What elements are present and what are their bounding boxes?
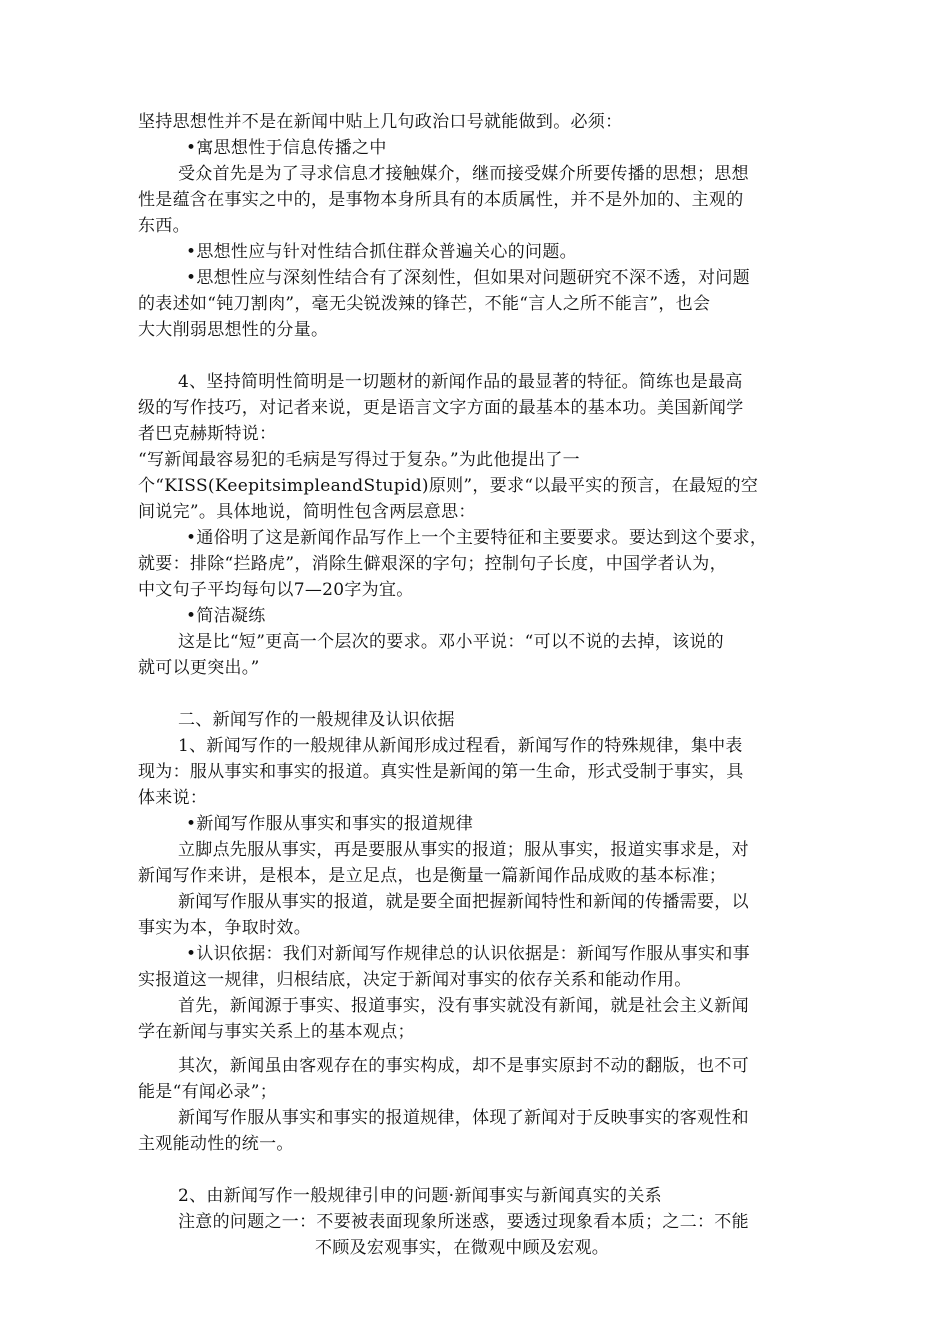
text-line: 1、新闻写作的一般规律从新闻形成过程看，新闻写作的特殊规律，集中表 xyxy=(178,736,743,756)
quote-line: “写新闻最容易犯的毛病是写得过于复杂。”为此他提出了一 xyxy=(138,450,580,470)
bullet-heading: •思想性应与深刻性结合有了深刻性，但如果对问题研究不深不透，对问题 xyxy=(186,268,750,288)
bullet-heading: •认识依据：我们对新闻写作规律总的认识依据是：新闻写作服从事实和事 xyxy=(186,944,750,964)
text-line: 个“KISS(KeepitsimpleandStupid)原则”，要求“以最平实的预言，在最短的空 xyxy=(138,476,759,496)
text-line: 主观能动性的统一。 xyxy=(138,1134,294,1154)
text-line: 级的写作技巧，对记者来说，更是语言文字方面的最基本的基本功。美国新闻学 xyxy=(138,398,744,418)
text-line: 就要：排除“拦路虎”，消除生僻艰深的字句；控制句子长度，中国学者认为， xyxy=(138,554,727,574)
text-line: 受众首先是为了寻求信息才接触媒介，继而接受媒介所要传播的思想；思想 xyxy=(178,164,749,184)
text-line: 能是“有闻必录”； xyxy=(138,1082,278,1102)
bullet-heading: •简洁凝练 xyxy=(186,606,266,626)
text-line: 现为：服从事实和事实的报道。真实性是新闻的第一生命，形式受制于事实，具 xyxy=(138,762,744,782)
text-line: 新闻写作服从事实和事实的报道规律，体现了新闻对于反映事实的客观性和 xyxy=(178,1108,749,1128)
text-line: 性是蕴含在事实之中的，是事物本身所具有的本质属性，并不是外加的、主观的 xyxy=(138,190,744,210)
text-line: 其次，新闻虽由客观存在的事实构成，却不是事实原封不动的翻版，也不可 xyxy=(178,1056,749,1076)
text-line: 中文句子平均每句以7—20字为宜。 xyxy=(138,580,414,600)
bullet-heading: •新闻写作服从事实和事实的报道规律 xyxy=(186,814,474,834)
text-line: 新闻写作来讲，是根本，是立足点，也是衡量一篇新闻作品成败的基本标准； xyxy=(138,866,727,886)
text-line: 这是比“短”更高一个层次的要求。邓小平说：“可以不说的去掉，该说的 xyxy=(178,632,724,652)
text-line: 注意的问题之一：不要被表面现象所迷惑，要透过现象看本质；之二：不能 xyxy=(178,1212,749,1232)
text-line: 者巴克赫斯特说： xyxy=(138,424,277,444)
text-line: 学在新闻与事实关系上的基本观点； xyxy=(138,1022,415,1042)
text-line: 间说完”。具体地说，简明性包含两层意思： xyxy=(138,502,476,522)
text-line: 就可以更突出。” xyxy=(138,658,260,678)
text-line: 的表述如“钝刀割肉”，毫无尖锐泼辣的锋芒，不能“言人之所不能言”，也会 xyxy=(138,294,711,314)
section-heading: 4、坚持简明性简明是一切题材的新闻作品的最显著的特征。简练也是最高 xyxy=(178,372,743,392)
text-line: 新闻写作服从事实的报道，就是要全面把握新闻特性和新闻的传播需要，以 xyxy=(178,892,749,912)
bullet-heading: •思想性应与针对性结合抓住群众普遍关心的问题。 xyxy=(186,242,577,262)
bullet-heading: •通俗明了这是新闻作品写作上一个主要特征和主要要求。要达到这个要求， xyxy=(186,528,768,548)
text-line: 立脚点先服从事实，再是要服从事实的报道；服从事实，报道实事求是，对 xyxy=(178,840,749,860)
text-line: 不顾及宏观事实，在微观中顾及宏观。 xyxy=(315,1238,610,1258)
text-line: 体来说： xyxy=(138,788,208,808)
text-line: 实报道这一规律，归根结底，决定于新闻对事实的依存关系和能动作用。 xyxy=(138,970,692,990)
text-line: 大大削弱思想性的分量。 xyxy=(138,320,329,340)
text-line: 事实为本，争取时效。 xyxy=(138,918,311,938)
text-line: 首先，新闻源于事实、报道事实，没有事实就没有新闻，就是社会主义新闻 xyxy=(178,996,749,1016)
section-heading: 二、新闻写作的一般规律及认识依据 xyxy=(178,710,455,730)
section-heading: 2、由新闻写作一般规律引申的问题·新闻事实与新闻真实的关系 xyxy=(178,1186,662,1206)
text-line: 坚持思想性并不是在新闻中贴上几句政治口号就能做到。必须： xyxy=(138,112,623,132)
text-line: 东西。 xyxy=(138,216,190,236)
bullet-heading: •寓思想性于信息传播之中 xyxy=(186,138,387,158)
